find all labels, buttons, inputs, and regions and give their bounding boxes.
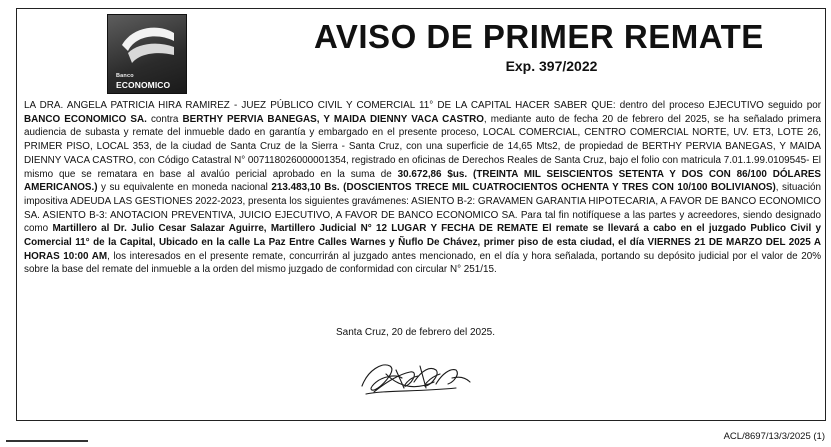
body-segment: LA DRA. ANGELA PATRICIA HIRA RAMIREZ - JUEZ PÚBLICO CIVIL Y COMERCIAL 11° DE LA CAPITAL HACER SABER QUE: dentro del proceso EJECUTIVO seguido por (24, 100, 821, 111)
logo-text-banco: Banco (116, 73, 134, 79)
body-segment: , situación impositiva ADEUDA LAS GESTIONES 2022-2023, presenta los siguientes gravámenes: ASIENTO B-2: GRAVAMEN GARANTIA HIPOTECARIA, A FAVOR DE BANCO ECONOMICO SA. ASIENTO B-3: ANOTACION PREVENTIVA, JUICIO EJECUTIVO, A FAVOR DE BANCO ECONOMICO SA. Para tal fin notifíquese a las partes y acreedores, siendo designado como (24, 182, 822, 235)
logo-emblem (118, 23, 178, 71)
body-segment: , los interesados en el presente remate, concurrirán al juzgado antes mencionado, en el día y hora señalada, portando su depósito judicial por el valor de 20% sobre la base del remate del inmueble a la orden del mismo juzgado de conformidad con circular N° 251/15. (24, 250, 821, 276)
body-segment-bold: 30.672,86 $us. (TREINTA MIL SEISCIENTOS SETENTA Y DOS CON 86/100 DÓLARES AMERICANOS.) (24, 168, 822, 194)
footer-divider (6, 440, 88, 442)
body-segment: y su equivalente en moneda nacional (97, 182, 272, 194)
body-segment-bold: Martillero al Dr. Julio Cesar Salazar Aguirre, Martillero Judicial N° 12 LUGAR Y FECHA DE REMATE El remate se llevará a cabo en el juzgado Publico Civil y Comercial 11° de la Capital, Ubicado en la calle La Paz Entre Calles Warnes y Ñuflo De Chávez, primer piso de esta ciudad, el día VIERNES 21 DE MARZO DEL 2025 A HORAS 10:00 AM (24, 223, 821, 262)
body-segment-bold: BERTHY PERVIA BANEGAS, Y MAIDA DIENNY VACA CASTRO (182, 113, 484, 125)
notice-title: AVISO DE PRIMER REMATE (314, 18, 764, 55)
place-and-date: Santa Cruz, 20 de febrero del 2025. (336, 327, 495, 338)
bank-logo-icon (107, 14, 187, 94)
handwritten-signature-icon (356, 352, 476, 407)
body-segment-bold: 213.483,10 Bs. (DOSCIENTOS TRECE MIL CUATROCIENTOS OCHENTA Y TRES CON 10/100 BOLIVIANOS) (271, 182, 776, 194)
body-segment: contra (146, 113, 183, 125)
logo-text-economico: ECONOMICO (116, 80, 171, 90)
reference-code: ACL/8697/13/3/2025 (1) (723, 431, 825, 442)
case-number: Exp. 397/2022 (505, 58, 598, 74)
body-segment-bold: BANCO ECONOMICO SA. (24, 113, 147, 125)
body-segment: , mediante auto de fecha 20 de febrero del 2025, se ha señalado primera audiencia de subasta y remate del inmueble dado en garantía y embargado en el presente proceso, LOCAL COMERCIAL, CENTRO COMERCIAL NORTE, UV. ET3, LOTE 26, PRIMER PISO, LOCAL 353, de la ciudad de Santa Cruz de la Sierra - Santa Cruz, con una superficie de 14,65 Mts2, de propiedad de BERTHY PERVIA BANEGAS, Y MAIDA DIENNY VACA CASTRO, con Código Catastral N° 007118026000001354, registrado en oficinas de Derechos Reales de Santa Cruz, bajo el folio con matricula 7.01.1.99.0109545- El mismo que se rematara en base al avalúo pericial aprobado en la suma de (24, 113, 821, 180)
notice-body (24, 99, 821, 277)
